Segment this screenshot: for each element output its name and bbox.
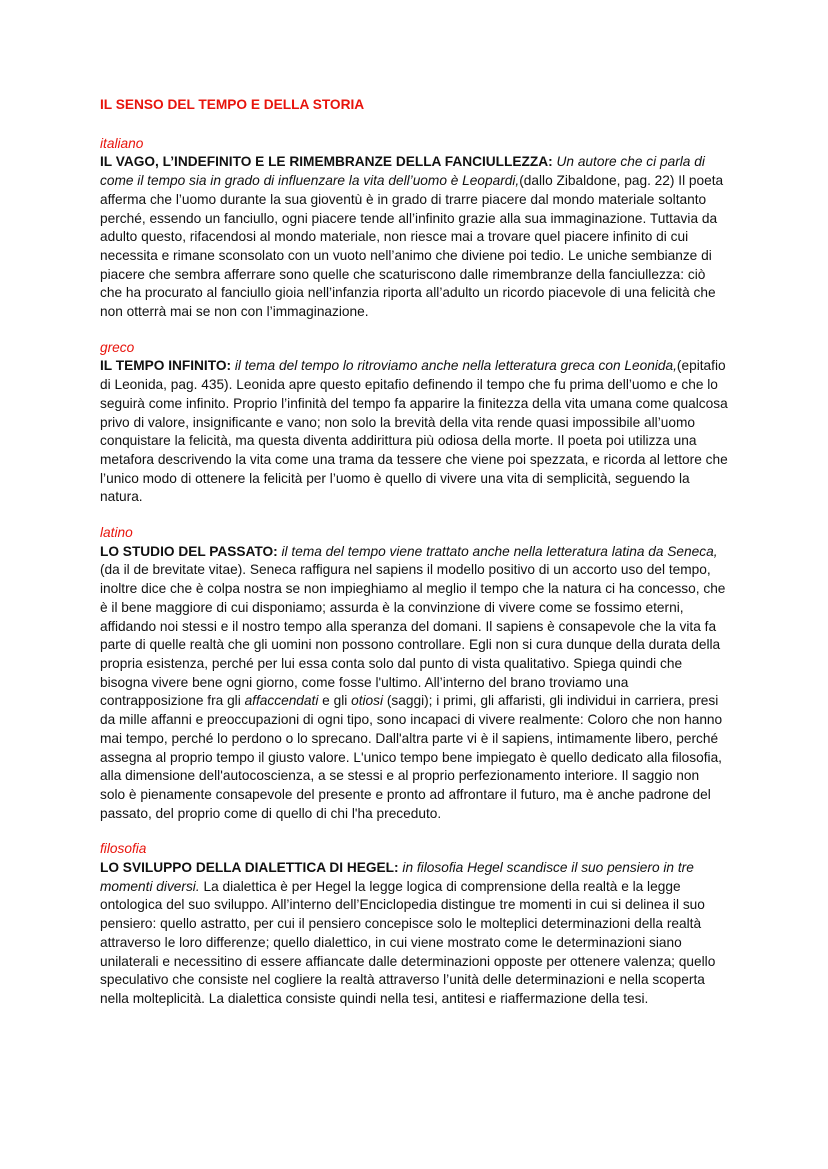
section-paragraph — [100, 357, 728, 507]
term-affaccendati: affaccendati — [244, 693, 319, 709]
section-body: e gli — [318, 693, 352, 709]
document-title: IL SENSO DEL TEMPO E DELLA STORIA — [100, 97, 365, 112]
section-lead: il tema del tempo viene trattato anche nella letteratura latina da Seneca, — [281, 543, 718, 559]
section-lead: in filosofia Hegel scandisce il suo pensiero in tre momenti diversi. — [100, 860, 694, 894]
section-lead: Un autore che ci parla di come il tempo sia in grado di influenzare la vita dell’uomo è Leopardi, — [100, 154, 705, 189]
section-greco — [100, 339, 728, 507]
section-heading: LO SVILUPPO DELLA DIALETTICA DI HEGEL: — [100, 860, 399, 876]
section-paragraph — [100, 859, 728, 1009]
section-body: La dialettica è per Hegel la legge logica di comprensione della realtà e la legge ontologica del suo sviluppo. All’interno dell’Enciclopedia distingue tre momenti in cui si delinea il suo pensiero: quello astratto, per cui il pensiero concepisce solo le molteplici determinazioni della realtà attraverso le loro differenze; quello dialettico, in cui viene mostrato come le determinazioni siano unilaterali e necessitino di essere affiancate dalle determinazioni opposte per ottenere valenza; quello speculativo che consiste nel cogliere la realtà attraverso l’unità delle determinazioni e nella scoperta nella molteplicità. La dialettica consiste quindi nella tesi, antitesi e riaffermazione della tesi. — [100, 878, 716, 1006]
section-italiano — [100, 135, 728, 322]
section-paragraph — [100, 543, 728, 824]
section-heading: IL TEMPO INFINITO: — [100, 358, 232, 374]
document-page — [100, 96, 728, 1026]
section-latino — [100, 524, 728, 823]
section-heading: IL VAGO, L’INDEFINITO E LE RIMEMBRANZE DELLA FANCIULLEZZA: — [100, 154, 553, 170]
subject-label: greco — [100, 339, 135, 355]
section-body: (saggi); i primi, gli affaristi, gli individui in carriera, presi da mille affanni e preoccupazioni di ogni tipo, sono incapaci di vivere realmente: Coloro che non hanno mai tempo, perché lo perdono o lo sprecano. Dall'altra parte vi è il sapiens, intimamente libero, perché assegna al proprio tempo il giusto valore. L'unico tempo bene impiegato è quello dedicato alla filosofia, alla dimensione dell'autocoscienza, a se stessi e al proprio perfezionamento interiore. Il saggio non solo è pienamente consapevole del presente e pronto ad affrontare il futuro, ma è anche padrone del passato, del proprio come di quello di chi l'ha preceduto. — [100, 693, 723, 821]
section-paragraph — [100, 153, 728, 321]
subject-label: latino — [100, 525, 133, 541]
section-body: (epitafio di Leonida, pag. 435). Leonida apre questo epitafio definendo il tempo che fu prima dell’uomo e che lo seguirà come infinito. Proprio l’infinità del tempo fa apparire la finitezza della vita umana come qualcosa privo di valore, insignificante e vano; non solo la brevità della vita rende quasi impossibile all’uomo conquistare la felicità, ma questa diventa addirittura più odiosa della morte. Il poeta poi utilizza una metafora descrivendo la vita come una trama da tessere che viene poi spezzata, e ricorda al lettore che l’unico modo di ottenere la felicità per l’uomo è quello di vivere una vita di semplicità, seguendo la natura. — [100, 358, 728, 505]
subject-label: italiano — [100, 135, 144, 151]
section-body: (da il de brevitate vitae). Seneca raffigura nel sapiens il modello positivo di un accorto uso del tempo, inoltre dice che è colpa nostra se non impieghiamo al meglio il tempo che la natura ci ha concesso, che è il bene maggiore di cui disponiamo; assurda è la convinzione di vivere come se fossimo eterni, affidando noi stessi e il nostro tempo alla speranza del domani. Il sapiens è consapevole che la vita fa parte di quelle realtà che gli uomini non possono controllare. Egli non si cura dunque della durata della propria esistenza, perché per lui essa conta solo dal punto di vista qualitativo. Spiega quindi che bisogna vivere bene ogni giorno, come fosse l'ultimo. All’interno del brano troviamo una contrapposizione fra gli — [100, 562, 726, 709]
subject-label: filosofia — [100, 841, 147, 857]
section-lead: il tema del tempo lo ritroviamo anche nella letteratura greca con Leonida, — [234, 358, 677, 374]
section-body: (dallo Zibaldone, pag. 22) Il poeta afferma che l’uomo durante la sua gioventù è in grado di trarre piacere dal mondo materiale soltanto perché, essendo un fanciullo, ogni piacere tende all’infinito grazie alla sua immaginazione. Tuttavia da adulto questo, rifacendosi al mondo materiale, non riesce mai a trovare quel piacere infinito di cui necessita e rimane sconsolato con un vuoto nell’animo che diviene poi tedio. Le uniche sembianze di piacere che sembra afferrare sono quelle che scaturiscono dalle rimembranze della fanciullezza: ciò che ha procurato al fanciullo gioia nell’infanzia riporta all’adulto un ricordo piacevole di una felicità che non otterrà mai se non con l’immaginazione. — [100, 173, 724, 320]
term-otiosi: otiosi — [351, 693, 384, 709]
section-heading: LO STUDIO DEL PASSATO: — [100, 543, 278, 559]
section-filosofia — [100, 840, 728, 1008]
